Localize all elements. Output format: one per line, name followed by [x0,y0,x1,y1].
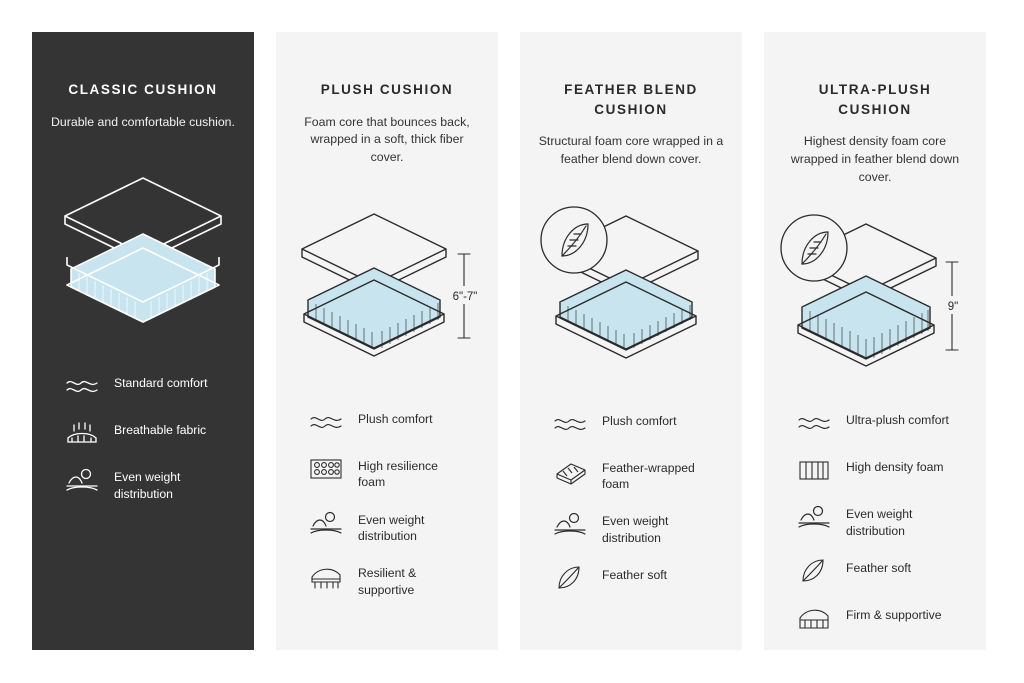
list-item [550,563,712,593]
list-item [306,561,468,598]
wave-lines-icon [62,371,102,401]
weight-distribution-icon [794,502,834,532]
feature-label: Feather soft [846,561,912,575]
cushion-diagram-feather-blend [536,183,726,393]
list-item [794,603,956,633]
page-title: CLASSIC CUSHION [68,82,218,97]
feather-icon [550,563,590,593]
card-ultra-plush-cushion[interactable] [764,32,986,650]
feature-label: Even weight distribution [846,507,913,538]
dimension-label: 6"-7" [452,291,478,304]
list-item [550,509,712,546]
feature-label: Ultra-plush comfort [846,413,949,428]
card-classic-cushion[interactable] [32,32,254,650]
feature-label: Plush comfort [358,412,433,427]
list-item [306,508,468,545]
feather-icon [794,556,834,586]
feature-list-feather-blend [536,409,726,610]
list-item [550,409,712,439]
feature-list-classic [48,371,238,519]
breathable-fabric-icon [62,418,102,448]
firm-support-icon [794,603,834,633]
feature-list-plush [292,407,482,615]
list-item [62,465,224,502]
weight-distribution-icon [550,509,590,539]
card-plush-cushion[interactable] [276,32,498,650]
list-item [62,418,224,448]
honeycomb-foam-icon [306,454,346,484]
dense-foam-icon [794,455,834,485]
page-title: PLUSH CUSHION [320,82,454,97]
dimension-label: 9" [947,301,959,314]
card-subtitle: Durable and comfortable cushion. [51,114,235,129]
cushion-diagram-plush [292,181,482,391]
list-item [550,456,712,493]
wave-lines-icon [794,408,834,438]
feature-label: Plush comfort [602,413,677,428]
cushion-diagram-classic [48,145,238,355]
weight-distribution-icon [62,465,102,495]
wave-lines-icon [306,407,346,437]
feature-label: Breathable fabric [114,423,207,438]
feature-label: Feather soft [602,568,668,583]
card-subtitle: Structural foam core wrapped in a feather blend down cover. [538,134,724,166]
feather-wrapped-foam-icon [550,456,590,486]
leaf-badge-icon [781,215,847,281]
resilient-support-icon [306,561,346,591]
list-item [794,556,956,586]
feature-label: High resilience foam [358,459,438,490]
feature-label: Firm & supportive [846,608,942,622]
feature-list-ultra-plush [780,408,970,650]
list-item [794,408,956,438]
card-subtitle: Highest density foam core wrapped in feather blend down cover. [790,134,960,184]
feature-label: Even weight distribution [358,512,425,544]
feature-label: Resilient & supportive [358,566,417,597]
feature-label: Standard comfort [114,376,208,391]
list-item [306,407,468,437]
list-item [306,454,468,491]
card-feather-blend-cushion[interactable] [520,32,742,650]
weight-distribution-icon [306,508,346,538]
feature-label: Even weight distribution [602,514,669,545]
wave-lines-icon [550,409,590,439]
leaf-badge-icon [541,207,607,273]
page-title: ULTRA-PLUSH CUSHION [818,82,932,117]
list-item [794,455,956,485]
list-item [794,502,956,539]
list-item [62,371,224,401]
cushion-diagram-ultra-plush [780,201,970,393]
feature-label: High density foam [846,460,944,475]
feature-label: Feather-wrapped foam [602,460,695,492]
page-title: FEATHER BLEND CUSHION [564,82,698,117]
card-subtitle: Foam core that bounces back, wrapped in a soft, thick fiber cover. [304,114,470,165]
feature-label: Even weight distribution [114,470,181,501]
